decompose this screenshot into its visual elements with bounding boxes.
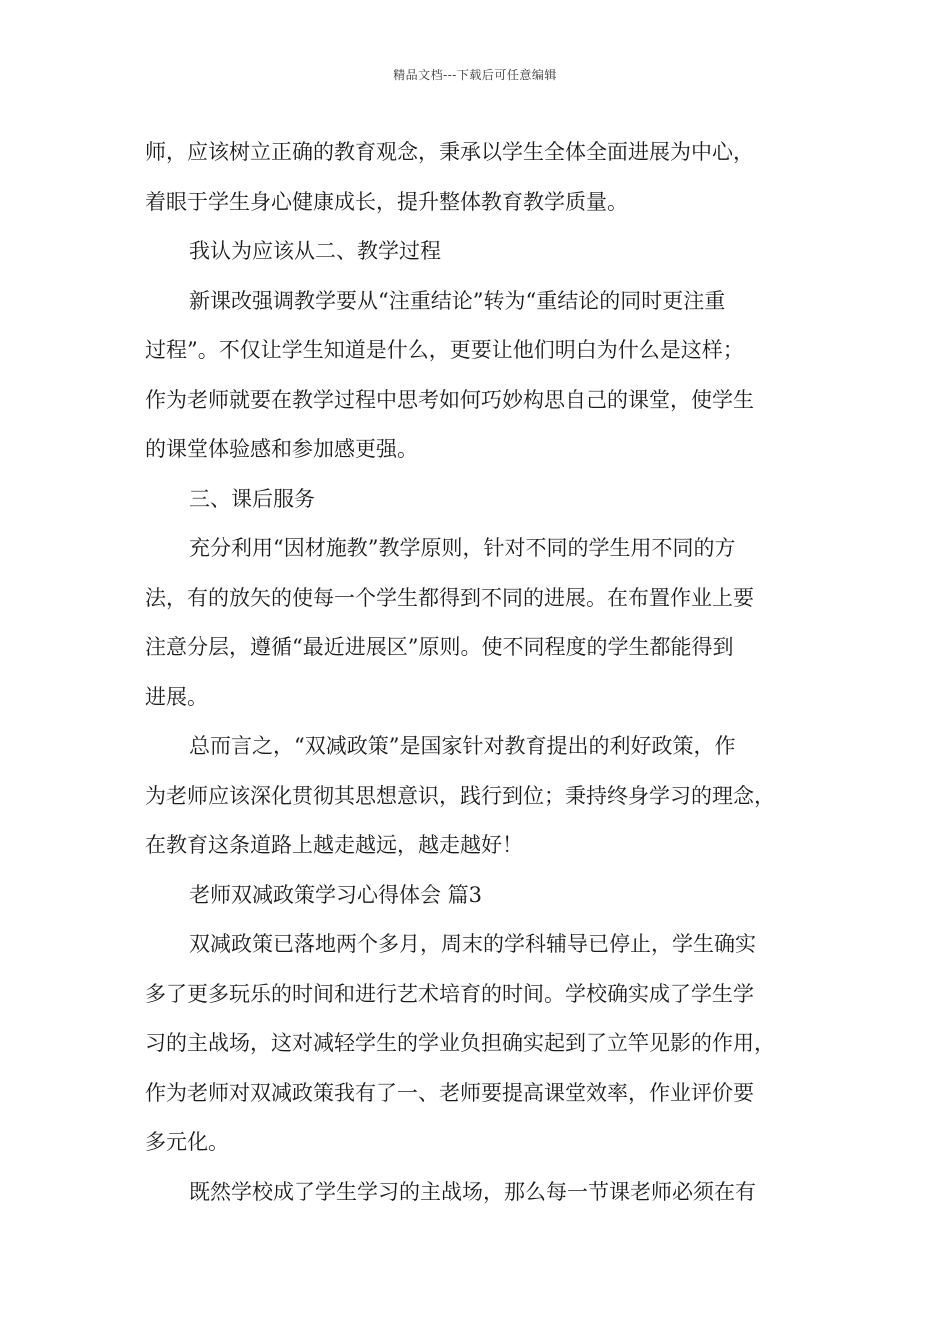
text-line: 充分利用“因材施教”教学原则，针对不同的学生用不同的方 (189, 536, 736, 560)
text-line: 我认为应该从二、教学过程 (189, 239, 441, 263)
text-line: 作为老师就要在教学过程中思考如何巧妙构思自己的课堂，使学生 (145, 387, 754, 412)
text-line: 进展。 (145, 684, 208, 709)
text-line: 为老师应该深化贯彻其思想意识，践行到位；秉持终身学习的理念， (145, 783, 775, 808)
text-line: 双减政策已落地两个多月，周末的学科辅导已停止，学生确实 (189, 932, 756, 956)
text-line: 师，应该树立正确的教育观念，秉承以学生全体全面进展为中心， (145, 140, 754, 164)
text-line: 过程”。不仅让学生知道是什么，更要让他们明白为什么是这样； (145, 338, 744, 362)
text-line: 新课改强调教学要从“注重结论”转为“重结论的同时更注重 (189, 288, 726, 313)
text-line: 作为老师对双减政策我有了一、老师要提高课堂效率，作业评价要 (145, 1080, 754, 1105)
text-line: 的课堂体验感和参加感更强。 (145, 437, 418, 461)
page-header: 精品文档---下载后可任意编辑 (393, 68, 557, 82)
text-line: 既然学校成了学生学习的主战场，那么每一节课老师必须在有 (189, 1179, 756, 1204)
article-title: 老师双减政策学习心得体会 篇3 (189, 882, 483, 907)
text-line: 习的主战场，这对减轻学生的学业负担确实起到了立竿见影的作用， (145, 1031, 775, 1055)
text-line: 注意分层，遵循“最近进展区”原则。使不同程度的学生都能得到 (145, 635, 734, 659)
text-line: 在教育这条道路上越走越远，越走越好！ (145, 833, 523, 857)
text-line: 多了更多玩乐的时间和进行艺术培育的时间。学校确实成了学生学 (145, 981, 754, 1006)
document-body (145, 128, 810, 1217)
text-line: 总而言之，“双减政策”是国家针对教育提出的利好政策，作 (189, 734, 736, 758)
text-line: 着眼于学生身心健康成长，提升整体教育教学质量。 (145, 189, 628, 214)
section-heading: 三、课后服务 (189, 486, 315, 511)
text-line: 法，有的放矢的使每一个学生都得到不同的进展。在布置作业上要 (145, 585, 754, 610)
text-line: 多元化。 (145, 1130, 229, 1154)
